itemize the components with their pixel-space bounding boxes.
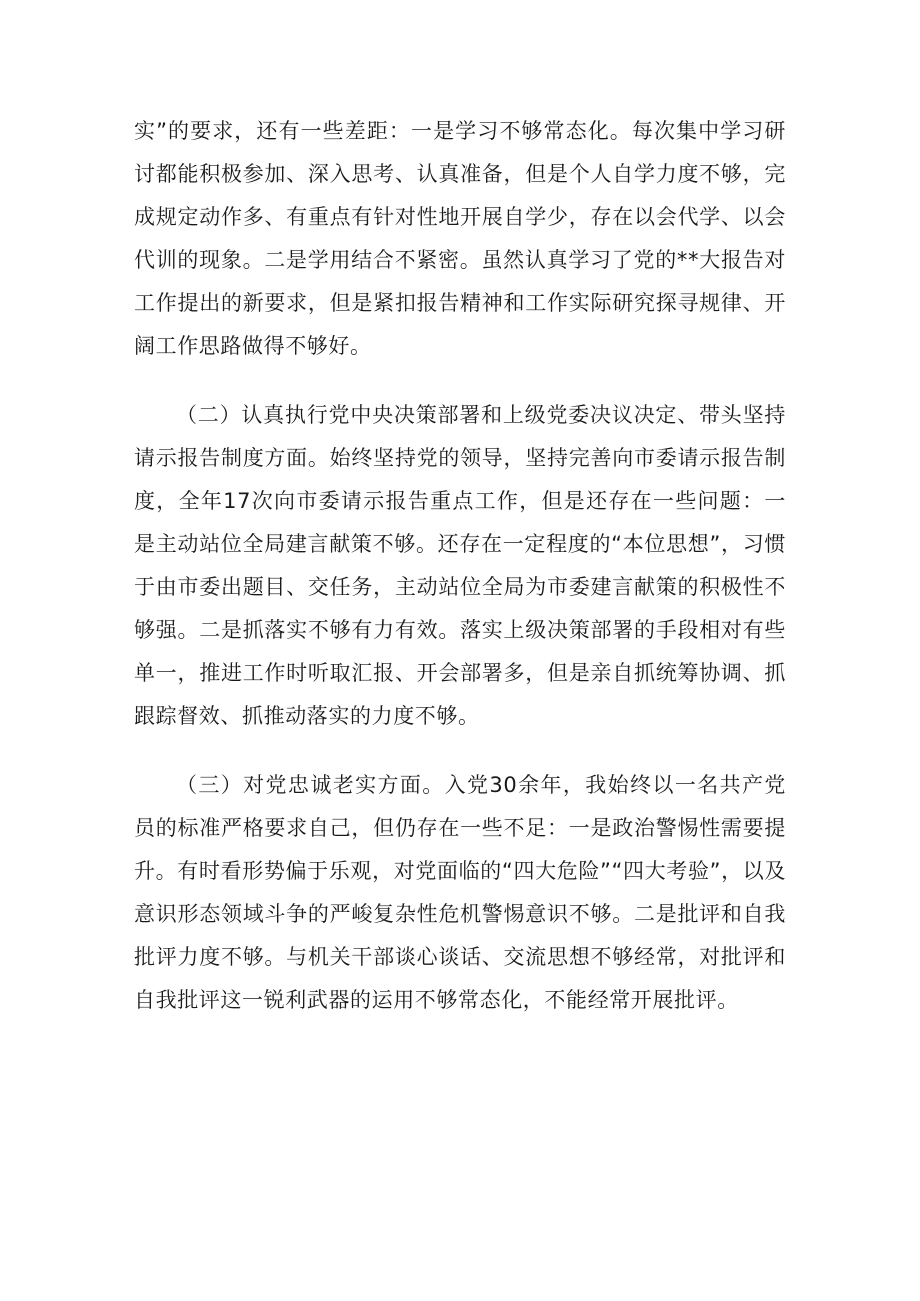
paragraph-party-loyalty: （三）对党忠诚老实方面。入党30余年，我始终以一名共产党员的标准严格要求自己，但仍存在一些不足：一是政治警惕性需要提升。有时看形势偏于乐观，对党面临的“四大危险”“四大考验”，以及意识形态领域斗争的严峻复杂性危机警惕意识不够。二是批评和自我批评力度不够。与机关干部谈心谈话、交流思想不够经常，对批评和自我批评这一锐利武器的运用不够常态化，不能经常开展批评。	[134, 773, 786, 1012]
document-body	[134, 110, 786, 1048]
paragraph-decision-execution: （二）认真执行党中央决策部署和上级党委决议决定、带头坚持请示报告制度方面。始终坚持党的领导，坚持完善向市委请示报告制度，全年17次向市委请示报告重点工作，但是还存在一些问题：一是主动站位全局建言献策不够。还存在一定程度的“本位思想”，习惯于由市委出题目、交任务，主动站位全局为市委建言献策的积极性不够强。二是抓落实不够有力有效。落实上级决策部署的手段相对有些单一，推进工作时听取汇报、开会部署多，但是亲自抓统筹协调、抓跟踪督效、抓推动落实的力度不够。	[134, 403, 786, 728]
paragraph-study-gaps: 实”的要求，还有一些差距：一是学习不够常态化。每次集中学习研讨都能积极参加、深入思考、认真准备，但是个人自学力度不够，完成规定动作多、有重点有针对性地开展自学少，存在以会代学、以会代训的现象。二是学用结合不紧密。虽然认真学习了党的**大报告对工作提出的新要求，但是紧扣报告精神和工作实际研究探寻规律、开阔工作思路做得不够好。	[134, 119, 786, 358]
